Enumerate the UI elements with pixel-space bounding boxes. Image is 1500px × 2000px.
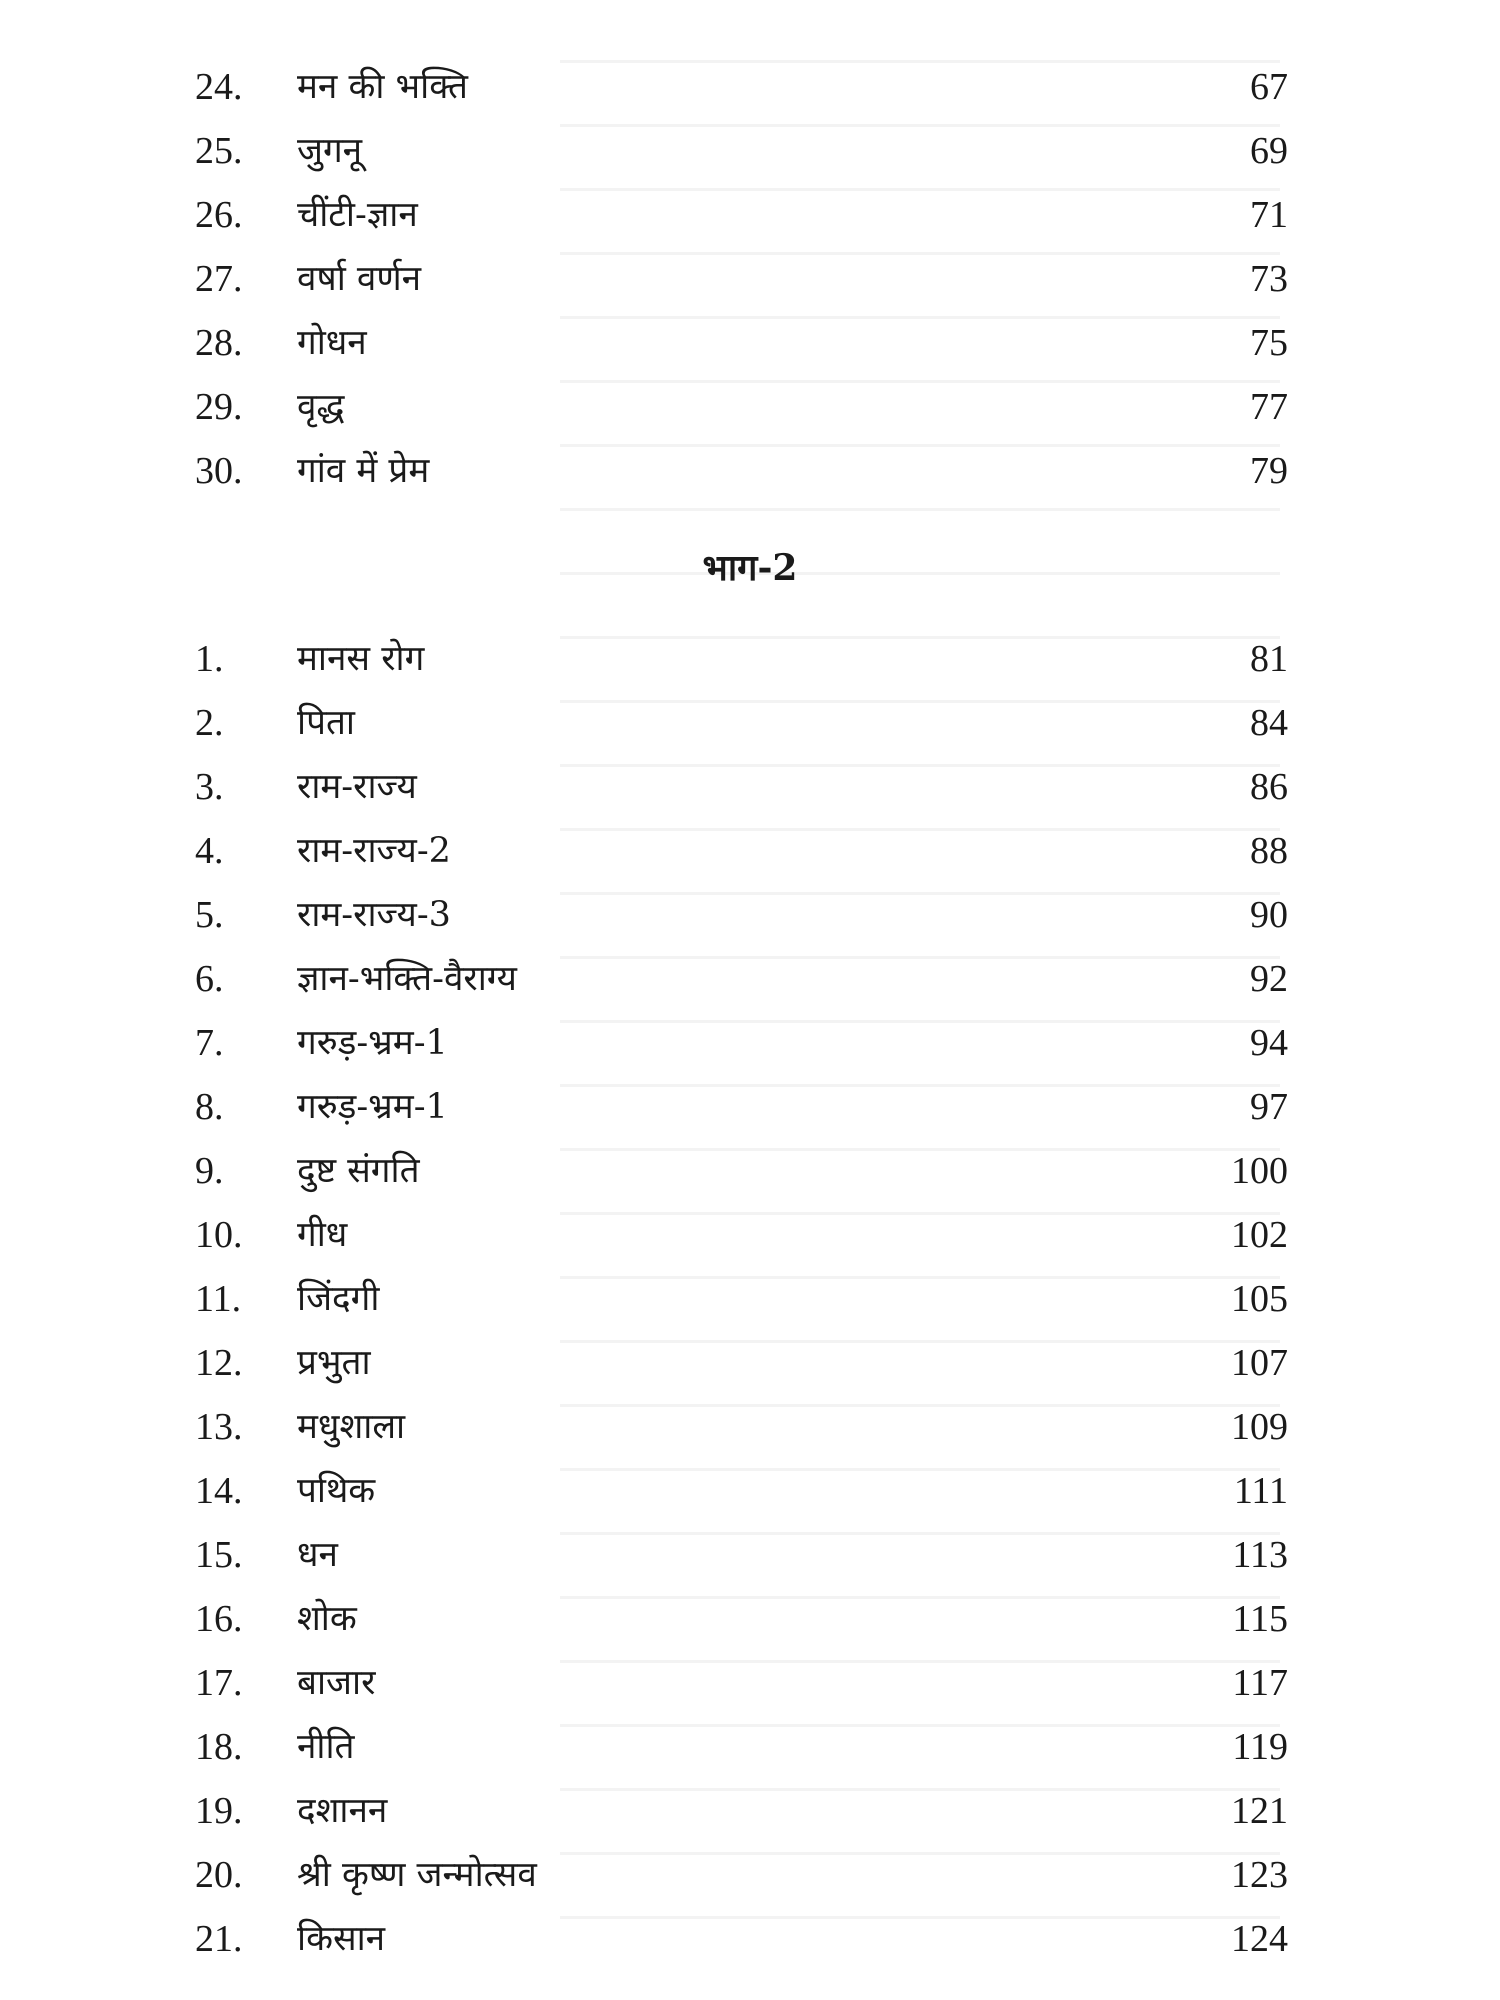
entry-title: गीध: [297, 1215, 348, 1255]
entry-title: गांव में प्रेम: [297, 451, 430, 491]
entry-page-number: 111: [1233, 1470, 1288, 1512]
entry-page-number: 75: [1250, 322, 1288, 364]
entry-title: नीति: [297, 1727, 355, 1767]
toc-entry: [0, 439, 1500, 503]
entry-number: 16.: [195, 1598, 243, 1640]
entry-title: गरुड़-भ्रम-1: [297, 1087, 448, 1127]
entry-number: 3.: [195, 766, 224, 808]
toc-entry: [0, 627, 1500, 691]
entry-number: 26.: [195, 194, 243, 236]
toc-entry: [0, 1395, 1500, 1459]
toc-entry: [0, 1331, 1500, 1395]
entry-page-number: 81: [1250, 638, 1288, 680]
toc-entry: [0, 883, 1500, 947]
entry-page-number: 100: [1231, 1150, 1288, 1192]
entry-page-number: 115: [1232, 1598, 1288, 1640]
entry-title: मन की भक्ति: [297, 67, 468, 107]
entry-number: 13.: [195, 1406, 243, 1448]
entry-page-number: 109: [1231, 1406, 1288, 1448]
entry-title: प्रभुता: [297, 1343, 371, 1383]
entry-title: गरुड़-भ्रम-1: [297, 1023, 448, 1063]
entry-page-number: 94: [1250, 1022, 1288, 1064]
entry-number: 15.: [195, 1534, 243, 1576]
entry-page-number: 69: [1250, 130, 1288, 172]
entry-number: 5.: [195, 894, 224, 936]
entry-title: गोधन: [297, 323, 367, 363]
entry-number: 7.: [195, 1022, 224, 1064]
toc-entry: [0, 55, 1500, 119]
toc-entry: [0, 247, 1500, 311]
entry-page-number: 113: [1232, 1534, 1288, 1576]
entry-number: 30.: [195, 450, 243, 492]
toc-entry: [0, 119, 1500, 183]
entry-number: 24.: [195, 66, 243, 108]
entry-title: पथिक: [297, 1471, 376, 1511]
entry-title: दशानन: [297, 1791, 388, 1831]
entry-number: 6.: [195, 958, 224, 1000]
entry-number: 29.: [195, 386, 243, 428]
entry-number: 18.: [195, 1726, 243, 1768]
entry-number: 11.: [195, 1278, 242, 1320]
entry-page-number: 121: [1231, 1790, 1288, 1832]
entry-title: बाजार: [297, 1663, 376, 1703]
entry-title: श्री कृष्ण जन्मोत्सव: [297, 1855, 537, 1895]
entry-title: जिंदगी: [297, 1279, 380, 1319]
toc-entry: [0, 1907, 1500, 1971]
entry-page-number: 77: [1250, 386, 1288, 428]
entry-number: 28.: [195, 322, 243, 364]
toc-entry: [0, 1267, 1500, 1331]
entry-title: दुष्ट संगति: [297, 1151, 420, 1191]
entry-number: 12.: [195, 1342, 243, 1384]
entry-title: मानस रोग: [297, 639, 425, 679]
entry-title: धन: [297, 1535, 338, 1575]
entry-number: 4.: [195, 830, 224, 872]
toc-entry: [0, 1715, 1500, 1779]
section-heading-part-2: भाग-2: [702, 547, 798, 589]
entry-title: राम-राज्य-2: [297, 831, 451, 871]
toc-entry: [0, 1587, 1500, 1651]
toc-entry: [0, 1203, 1500, 1267]
entry-page-number: 124: [1231, 1918, 1288, 1960]
toc-entry: [0, 1139, 1500, 1203]
entry-number: 25.: [195, 130, 243, 172]
toc-entry: [0, 1843, 1500, 1907]
entry-page-number: 79: [1250, 450, 1288, 492]
toc-entry: [0, 1523, 1500, 1587]
entry-page-number: 90: [1250, 894, 1288, 936]
entry-page-number: 88: [1250, 830, 1288, 872]
entry-title: राम-राज्य-3: [297, 895, 451, 935]
toc-entry: [0, 1011, 1500, 1075]
entry-title: ज्ञान-भक्ति-वैराग्य: [297, 959, 517, 999]
entry-page-number: 105: [1231, 1278, 1288, 1320]
entry-page-number: 107: [1231, 1342, 1288, 1384]
entry-page-number: 102: [1231, 1214, 1288, 1256]
toc-entry: [0, 183, 1500, 247]
entry-page-number: 73: [1250, 258, 1288, 300]
toc-entry: [0, 819, 1500, 883]
entry-page-number: 92: [1250, 958, 1288, 1000]
entry-title: चींटी-ज्ञान: [297, 195, 418, 235]
entry-title: जुगनू: [297, 131, 363, 171]
toc-entry: [0, 755, 1500, 819]
entry-number: 27.: [195, 258, 243, 300]
entry-title: राम-राज्य: [297, 767, 417, 807]
entry-number: 21.: [195, 1918, 243, 1960]
entry-page-number: 117: [1232, 1662, 1288, 1704]
entry-number: 8.: [195, 1086, 224, 1128]
entry-title: पिता: [297, 703, 355, 743]
entry-number: 20.: [195, 1854, 243, 1896]
entry-page-number: 123: [1231, 1854, 1288, 1896]
entry-number: 10.: [195, 1214, 243, 1256]
toc-entry: [0, 375, 1500, 439]
entry-title: वृद्ध: [297, 387, 345, 427]
toc-entry: [0, 311, 1500, 375]
entry-number: 1.: [195, 638, 224, 680]
entry-number: 17.: [195, 1662, 243, 1704]
toc-entry: [0, 1779, 1500, 1843]
entry-number: 9.: [195, 1150, 224, 1192]
entry-page-number: 71: [1250, 194, 1288, 236]
entry-number: 19.: [195, 1790, 243, 1832]
toc-entry: [0, 1459, 1500, 1523]
entry-page-number: 67: [1250, 66, 1288, 108]
entry-number: 2.: [195, 702, 224, 744]
toc-entry: [0, 691, 1500, 755]
entry-page-number: 119: [1232, 1726, 1288, 1768]
entry-title: मधुशाला: [297, 1407, 406, 1447]
toc-entry: [0, 1075, 1500, 1139]
entry-page-number: 97: [1250, 1086, 1288, 1128]
entry-title: शोक: [297, 1599, 357, 1639]
entry-page-number: 84: [1250, 702, 1288, 744]
entry-page-number: 86: [1250, 766, 1288, 808]
entry-title: किसान: [297, 1919, 386, 1959]
toc-entry: [0, 947, 1500, 1011]
entry-number: 14.: [195, 1470, 243, 1512]
toc-entry: [0, 1651, 1500, 1715]
entry-title: वर्षा वर्णन: [297, 259, 422, 299]
